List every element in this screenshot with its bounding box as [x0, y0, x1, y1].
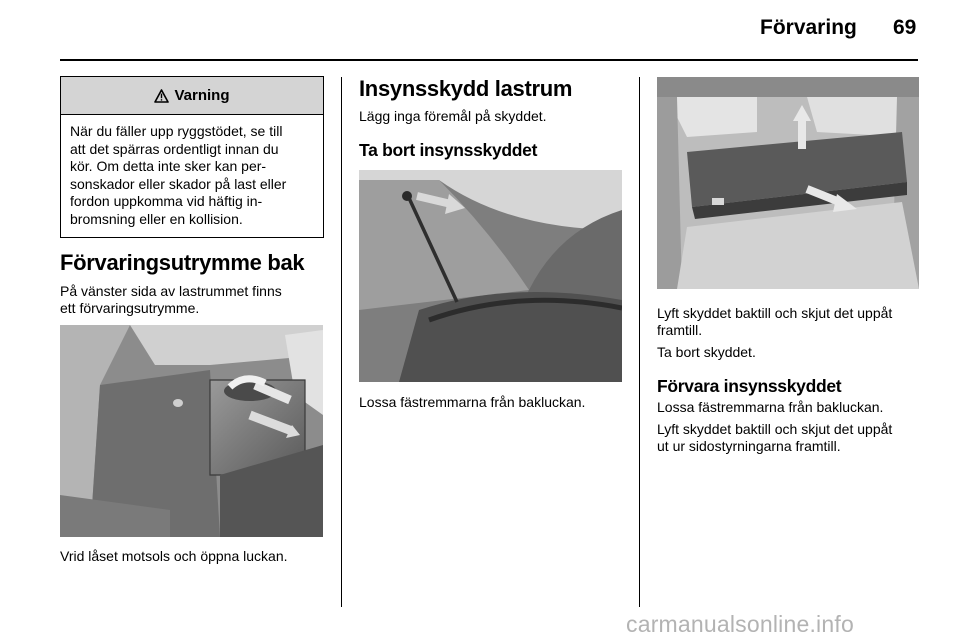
- warning-line: fordon uppkomma vid häftig in-: [70, 193, 263, 209]
- warning-line: kör. Om detta inte sker kan per-: [70, 158, 267, 174]
- right-step-4-line: ut ur sidostyrningarna framtill.: [657, 438, 841, 454]
- warning-line: När du fäller upp ryggstödet, se till: [70, 123, 283, 139]
- warning-triangle-icon: [154, 89, 169, 103]
- warning-line: sonskador eller skador på last eller: [70, 175, 287, 192]
- heading-remove-cover: Ta bort insynsskyddet: [359, 140, 538, 160]
- cargo-cover-intro: Lägg inga föremål på skyddet.: [359, 108, 547, 124]
- warning-header: [61, 77, 323, 115]
- warning-box: [60, 76, 324, 238]
- photo-cover-lift: [657, 77, 919, 289]
- right-step-2: Ta bort skyddet.: [657, 344, 756, 360]
- photo-cover-strap: [359, 170, 622, 382]
- cover-strap-caption: Lossa fästremmarna från bakluckan.: [359, 394, 586, 410]
- rear-storage-caption: Vrid låset motsols och öppna luckan.: [60, 548, 288, 564]
- right-step-1-line: Lyft skyddet baktill och skjut det uppåt: [657, 305, 893, 321]
- column-divider-left: [341, 77, 342, 607]
- heading-rear-storage: Förvaringsutrymme bak: [60, 250, 305, 275]
- right-step-4: [657, 421, 892, 455]
- warning-line: att det spärras ordentligt innan du: [70, 140, 279, 157]
- warning-text: [61, 115, 323, 228]
- warning-label: Varning: [174, 87, 230, 104]
- right-step-1-line: framtill.: [657, 322, 703, 338]
- photo-rear-storage-compartment: [60, 325, 323, 537]
- rear-storage-intro-line: ett förvaringsutrymme.: [60, 300, 200, 316]
- rear-storage-intro-line: På vänster sida av lastrummet finns: [60, 283, 282, 299]
- column-divider-right: [639, 77, 640, 607]
- right-step-4-line: Lyft skyddet baktill och skjut det uppåt: [657, 421, 893, 437]
- heading-store-cover: Förvara insynsskyddet: [657, 376, 842, 396]
- header-rule: [60, 59, 918, 61]
- page-number: 69: [893, 16, 917, 39]
- page-header-title: Förvaring: [760, 16, 857, 39]
- watermark: carmanualsonline.info: [626, 611, 854, 637]
- rear-storage-intro: [60, 283, 282, 317]
- right-step-1: [657, 305, 892, 339]
- right-step-3: Lossa fästremmarna från bakluckan.: [657, 399, 884, 415]
- warning-line: bromsning eller en kollision.: [70, 210, 243, 227]
- heading-cargo-cover: Insynsskydd lastrum: [359, 76, 573, 101]
